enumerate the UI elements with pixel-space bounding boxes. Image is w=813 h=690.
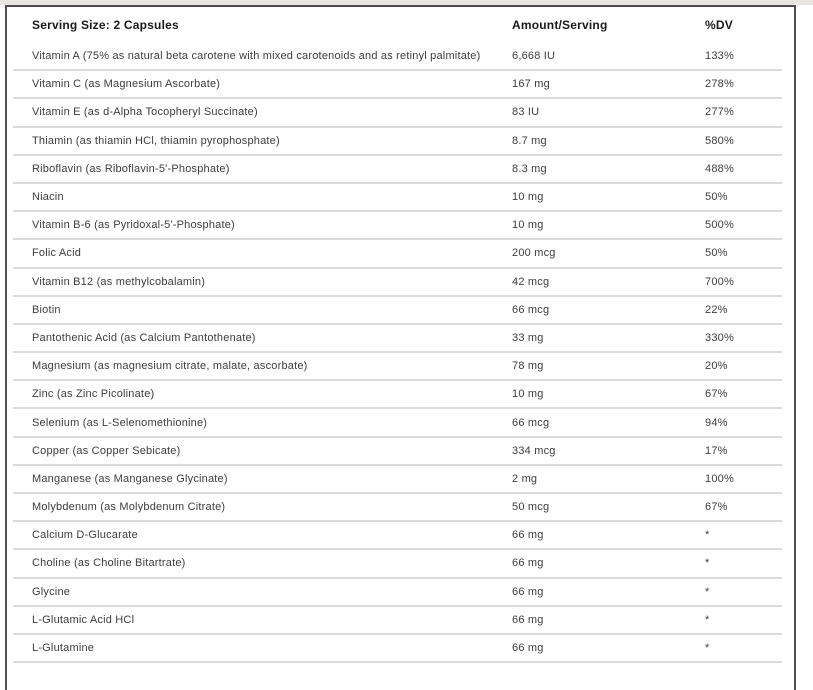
ingredient-amount: 42 mcg: [512, 275, 550, 288]
ingredient-name: Vitamin A (75% as natural beta carotene with mixed carotenoids and as retinyl palmitate): [32, 50, 481, 63]
ingredient-name: Niacin: [32, 191, 64, 204]
ingredient-name: Selenium (as L-Selenomethionine): [32, 416, 208, 429]
ingredient-dv: *: [705, 529, 710, 542]
ingredient-amount: 10 mg: [512, 191, 544, 204]
table-row: [7, 70, 794, 98]
table-row: [7, 408, 794, 436]
ingredient-name: L-Glutamine: [32, 642, 95, 655]
ingredient-dv: 22%: [705, 303, 728, 316]
ingredient-name: L-Glutamic Acid HCl: [32, 613, 135, 626]
ingredient-amount: 78 mg: [512, 360, 544, 373]
table-row: [7, 183, 794, 211]
percent-dv-column-header: %DV: [705, 17, 733, 32]
ingredient-name: Folic Acid: [32, 247, 82, 260]
table-row: [7, 521, 794, 549]
clipped-next-row: [7, 662, 794, 690]
ingredient-dv: 700%: [705, 275, 734, 288]
ingredient-amount: 66 mg: [512, 529, 544, 542]
ingredient-name: Riboflavin (as Riboflavin-5'-Phosphate): [32, 162, 230, 175]
ingredient-dv: 94%: [705, 416, 728, 429]
table-row: [7, 352, 794, 380]
ingredient-amount: 66 mcg: [512, 303, 550, 316]
ingredient-name: Magnesium (as magnesium citrate, malate, ascorbate): [32, 360, 308, 373]
ingredient-dv: 67%: [705, 388, 728, 401]
ingredient-name: Choline (as Choline Bitartrate): [32, 557, 186, 570]
ingredient-dv: 330%: [705, 331, 734, 344]
ingredient-dv: 17%: [705, 444, 728, 457]
table-row: [7, 296, 794, 324]
ingredient-name: Biotin: [32, 303, 61, 316]
ingredient-name: Molybdenum (as Molybdenum Citrate): [32, 501, 226, 514]
ingredient-dv: 500%: [705, 219, 734, 232]
ingredient-amount: 200 mcg: [512, 247, 556, 260]
ingredient-name: Vitamin E (as d-Alpha Tocopheryl Succinate): [32, 106, 258, 119]
table-row: [7, 268, 794, 296]
ingredient-name: Vitamin B-6 (as Pyridoxal-5'-Phosphate): [32, 219, 235, 232]
ingredient-amount: 10 mg: [512, 219, 544, 232]
ingredient-amount: 6,668 IU: [512, 50, 556, 63]
table-row: [7, 324, 794, 352]
table-row: [7, 437, 794, 465]
ingredient-amount: 33 mg: [512, 331, 544, 344]
ingredient-dv: 100%: [705, 472, 734, 485]
table-row: [7, 155, 794, 183]
ingredient-name: Vitamin B12 (as methylcobalamin): [32, 275, 206, 288]
table-row: [7, 634, 794, 662]
ingredient-name: Pantothenic Acid (as Calcium Pantothenate): [32, 331, 256, 344]
ingredient-dv: 50%: [705, 247, 728, 260]
ingredient-amount: 8.7 mg: [512, 134, 547, 147]
amount-serving-column-header: Amount/Serving: [512, 17, 608, 32]
ingredient-amount: 50 mcg: [512, 501, 550, 514]
ingredient-dv: 133%: [705, 50, 734, 63]
ingredient-dv: *: [705, 585, 710, 598]
ingredient-name: Vitamin C (as Magnesium Ascorbate): [32, 78, 221, 91]
ingredient-name: Manganese (as Manganese Glycinate): [32, 472, 228, 485]
table-body: [7, 42, 794, 690]
ingredient-dv: 580%: [705, 134, 734, 147]
ingredient-amount: 10 mg: [512, 388, 544, 401]
ingredient-amount: 66 mg: [512, 613, 544, 626]
ingredient-dv: 50%: [705, 191, 728, 204]
table-row: [7, 465, 794, 493]
ingredient-dv: *: [705, 613, 710, 626]
ingredient-amount: 167 mg: [512, 78, 550, 91]
table-row: [7, 98, 794, 126]
ingredient-dv: 67%: [705, 501, 728, 514]
supplement-facts-table: [5, 5, 796, 690]
table-row: [7, 127, 794, 155]
table-row: [7, 578, 794, 606]
ingredient-amount: 66 mg: [512, 557, 544, 570]
table-header-row: [7, 7, 794, 42]
ingredient-amount: 66 mg: [512, 642, 544, 655]
ingredient-dv: 20%: [705, 360, 728, 373]
ingredient-name: Glycine: [32, 585, 71, 598]
ingredient-dv: 488%: [705, 162, 734, 175]
table-row: [7, 239, 794, 267]
ingredient-dv: *: [705, 557, 710, 570]
ingredient-amount: 66 mg: [512, 585, 544, 598]
table-row: [7, 493, 794, 521]
ingredient-name: Thiamin (as thiamin HCl, thiamin pyrophosphate): [32, 134, 280, 147]
ingredient-dv: *: [705, 642, 710, 655]
table-row: [7, 42, 794, 70]
ingredient-amount: 2 mg: [512, 472, 538, 485]
serving-size-header: Serving Size: 2 Capsules: [32, 17, 179, 32]
ingredient-name: Zinc (as Zinc Picolinate): [32, 388, 155, 401]
table-row: [7, 549, 794, 577]
ingredient-amount: 66 mcg: [512, 416, 550, 429]
ingredient-dv: 277%: [705, 106, 734, 119]
table-row: [7, 380, 794, 408]
ingredient-amount: 334 mcg: [512, 444, 556, 457]
table-row: [7, 606, 794, 634]
ingredient-dv: 278%: [705, 78, 734, 91]
ingredient-name: Copper (as Copper Sebicate): [32, 444, 181, 457]
table-row: [7, 211, 794, 239]
ingredient-amount: 83 IU: [512, 106, 540, 119]
ingredient-name: Calcium D-Glucarate: [32, 529, 138, 542]
ingredient-amount: 8.3 mg: [512, 162, 547, 175]
